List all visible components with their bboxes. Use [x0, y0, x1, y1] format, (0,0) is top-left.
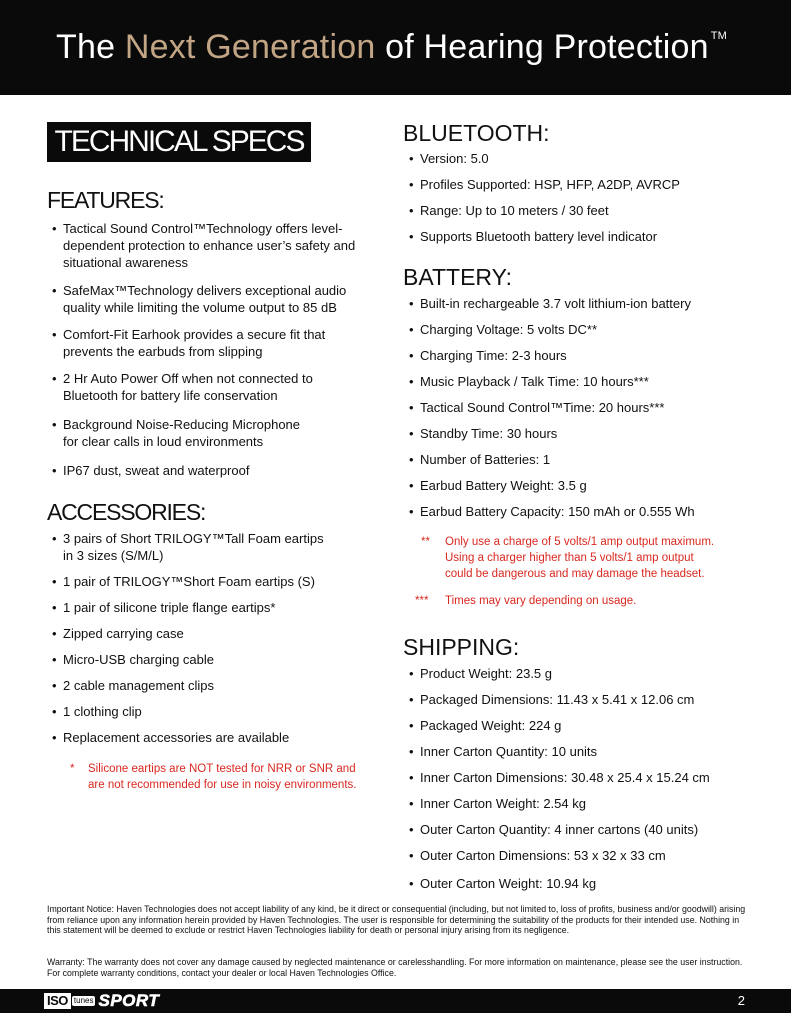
battery-heading: BATTERY:: [403, 264, 513, 290]
list-item: • Inner Carton Quantity: 10 units: [409, 744, 598, 759]
trademark-symbol: TM: [710, 30, 727, 42]
list-item: • Charging Time: 2-3 hours: [409, 348, 567, 363]
list-item: • Packaged Dimensions: 11.43 x 5.41 x 12.06 cm: [409, 692, 695, 707]
list-item: • Inner Carton Weight: 2.54 kg: [409, 796, 586, 811]
accessories-heading: ACCESSORIES:: [47, 499, 206, 525]
list-item: • Supports Bluetooth battery level indicator: [409, 229, 658, 244]
list-item: • Product Weight: 23.5 g: [409, 666, 553, 681]
list-item: • 2 cable management clips: [52, 678, 215, 693]
times-vary-note: *** Times may vary depending on usage.: [415, 595, 637, 607]
list-item: • Micro-USB charging cable: [52, 652, 215, 667]
legal-notice: Important Notice: Haven Technologies does not accept liability of any kind, be it direct or consequential (including, but not limited to, loss of profits, business and/or goodwill) arising from reliance upon any information herein provided by Haven Technologies. The user is responsible for determining the suitability of the products for their intended use. Nothing in this statement will be deemed to exclude or restrict Haven Technologies liability for death or personal injury arising from its negligence.: [47, 904, 746, 935]
list-item: • Charging Voltage: 5 volts DC**: [409, 322, 598, 337]
list-item: • 1 clothing clip: [52, 704, 142, 719]
logo-tunes: tunes: [73, 996, 94, 1005]
warranty-notice: Warranty: The warranty does not cover any damage caused by neglected maintenance or carelesshandling. For more information on maintenance, please see the user instruction. For complete warranty conditions, contact your dealer or local Haven Technologies Office.: [47, 957, 743, 978]
tech-specs-label: TECHNICAL SPECS: [47, 122, 311, 162]
list-item: • Zipped carrying case: [52, 626, 184, 641]
page-number: 2: [737, 993, 745, 1008]
features-heading: FEATURES:: [47, 187, 164, 213]
list-item: • Comfort-Fit Earhook provides a secure fit that prevents the earbuds from slipping: [52, 327, 326, 359]
list-item: • Packaged Weight: 224 g: [409, 718, 562, 733]
list-item: • 2 Hr Auto Power Off when not connected to Bluetooth for battery life conservation: [52, 371, 313, 403]
list-item: • Inner Carton Dimensions: 30.48 x 25.4 x 15.24 cm: [409, 770, 710, 785]
list-item: • Tactical Sound Control™Technology offers level- dependent protection to enhance user’s safety and situational awareness: [52, 221, 356, 270]
silicone-eartips-note: * Silicone eartips are NOT tested for NRR or SNR and are not recommended for use in noisy environments.: [70, 763, 357, 791]
brand-logo: [44, 991, 159, 1011]
list-item: • Built-in rechargeable 3.7 volt lithium-ion battery: [409, 296, 691, 311]
list-item: • Range: Up to 10 meters / 30 feet: [409, 203, 609, 218]
list-item: • Earbud Battery Capacity: 150 mAh or 0.555 Wh: [409, 504, 695, 519]
bluetooth-heading: BLUETOOTH:: [403, 120, 550, 146]
list-item: • 1 pair of silicone triple flange eartips*: [52, 600, 276, 615]
list-item: • Outer Carton Weight: 10.94 kg: [409, 876, 597, 891]
list-item: • Profiles Supported: HSP, HFP, A2DP, AVRCP: [409, 177, 680, 192]
list-item: • 3 pairs of Short TRILOGY™Tall Foam eartips in 3 sizes (S/M/L): [52, 531, 324, 563]
list-item: • Outer Carton Dimensions: 53 x 32 x 33 cm: [409, 848, 666, 863]
list-item: • IP67 dust, sweat and waterproof: [52, 463, 250, 478]
title-prefix: The: [56, 28, 116, 66]
list-item: • Standby Time: 30 hours: [409, 426, 558, 441]
list-item: • Earbud Battery Weight: 3.5 g: [409, 478, 587, 493]
list-item: • Music Playback / Talk Time: 10 hours***: [409, 374, 649, 389]
list-item: • Replacement accessories are available: [52, 730, 290, 745]
list-item: • 1 pair of TRILOGY™Short Foam eartips (S): [52, 574, 315, 589]
list-item: • Tactical Sound Control™Time: 20 hours***: [409, 400, 665, 415]
list-item: • Outer Carton Quantity: 4 inner cartons (40 units): [409, 822, 699, 837]
list-item: • SafeMax™Technology delivers exceptional audio quality while limiting the volume output to 85 dB: [52, 283, 347, 315]
logo-sport: SPORT: [98, 991, 160, 1010]
title-suffix: of Hearing Protection: [375, 28, 709, 66]
footer-bar: [0, 989, 791, 1013]
list-item: • Number of Batteries: 1: [409, 452, 551, 467]
list-item: • Version: 5.0: [409, 151, 489, 166]
header-banner: [0, 0, 791, 95]
shipping-heading: SHIPPING:: [403, 634, 520, 660]
list-item: • Background Noise-Reducing Microphone for clear calls in loud environments: [52, 417, 301, 449]
charger-warning-note: ** Only use a charge of 5 volts/1 amp output maximum. Using a charger higher than 5 volts/1 amp output could be dangerous and may damage the headset.: [421, 536, 715, 580]
title-accent: Next Generation: [124, 28, 376, 66]
page-title: [56, 28, 727, 67]
logo-iso: ISO: [44, 993, 71, 1009]
